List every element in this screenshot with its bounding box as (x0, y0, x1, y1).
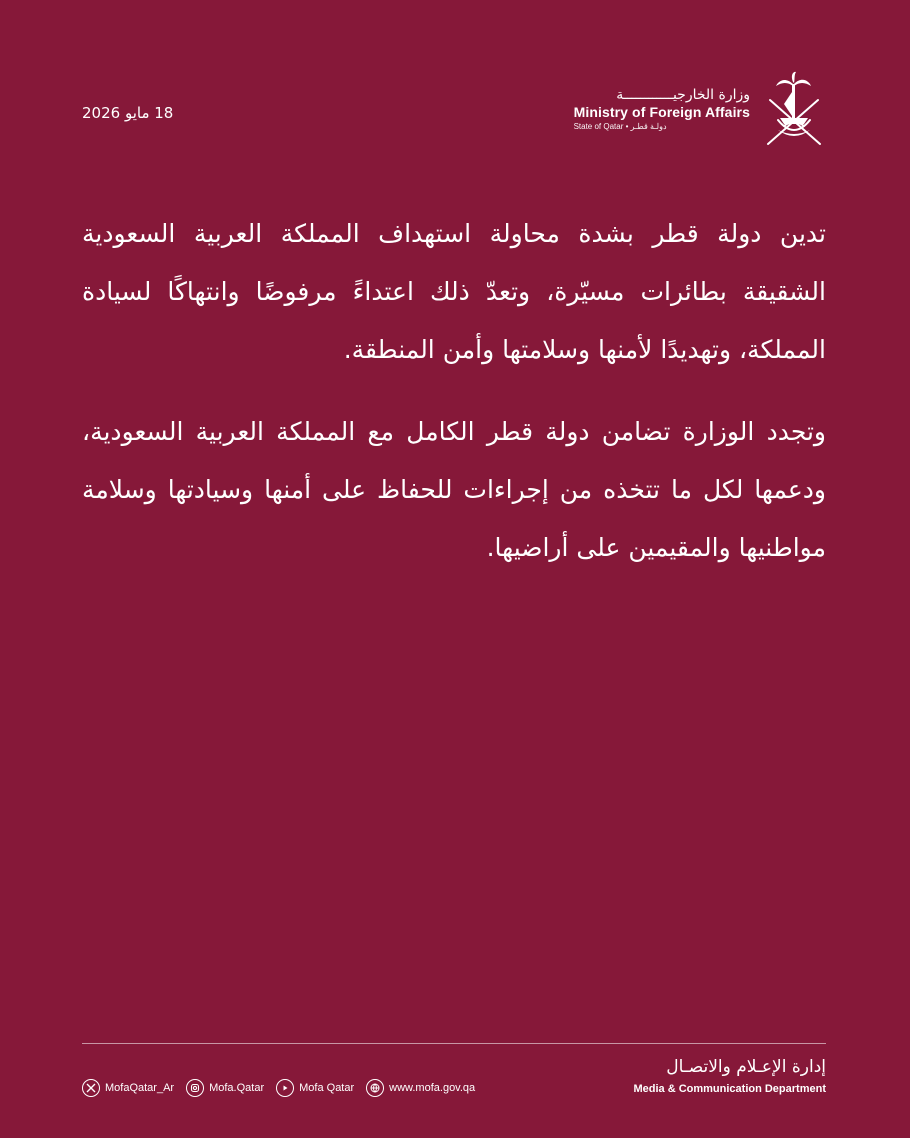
statement-paragraph: وتجدد الوزارة تضامن دولة قطر الكامل مع المملكة العربية السعودية، ودعمها لكل ما تتخذه من إجراءات للحفاظ على أمنها وسيادتها وسلامة مواطنيها والمقيمين على أراضيها. (82, 417, 826, 562)
youtube-icon (276, 1079, 294, 1097)
social-x[interactable] (82, 1079, 174, 1097)
social-label: MofaQatar_Ar (105, 1082, 175, 1094)
qatar-emblem-icon (762, 70, 826, 150)
logo-english-name: Ministry of Foreign Affairs (573, 104, 750, 121)
social-label: Mofa Qatar (299, 1082, 355, 1094)
department-arabic: إدارة الإعـلام والاتصـال (666, 1057, 826, 1077)
globe-icon (366, 1079, 384, 1097)
ministry-logo (574, 70, 826, 150)
department-english: Media & Communication Department (633, 1083, 826, 1096)
social-instagram[interactable] (186, 1079, 264, 1097)
logo-arabic-name: وزارة الخارجيــــــــــــة (616, 86, 750, 103)
logo-subtitle: State of Qatar • دولـة قطـر (573, 122, 667, 132)
social-label: www.mofa.gov.qa (389, 1082, 476, 1094)
footer-divider (82, 1043, 826, 1044)
social-youtube[interactable] (276, 1079, 354, 1097)
department-block (633, 1057, 826, 1097)
instagram-icon (186, 1079, 204, 1097)
statement-body (82, 205, 826, 601)
social-label: Mofa.Qatar (209, 1082, 265, 1094)
statement-date: 18 مايو 2026 (82, 104, 174, 122)
x-icon (82, 1079, 100, 1097)
social-website[interactable] (366, 1079, 475, 1097)
statement-paragraph: تدين دولة قطر بشدة محاولة استهداف المملكة العربية السعودية الشقيقة بطائرات مسيّرة، وتعدّ ذلك اعتداءً مرفوضًا وانتهاكًا لسيادة المملكة، وتهديدًا لأمنها وسلامتها وأمن المنطقة. (82, 219, 826, 364)
logo-text (574, 88, 750, 133)
social-links (82, 1079, 475, 1097)
